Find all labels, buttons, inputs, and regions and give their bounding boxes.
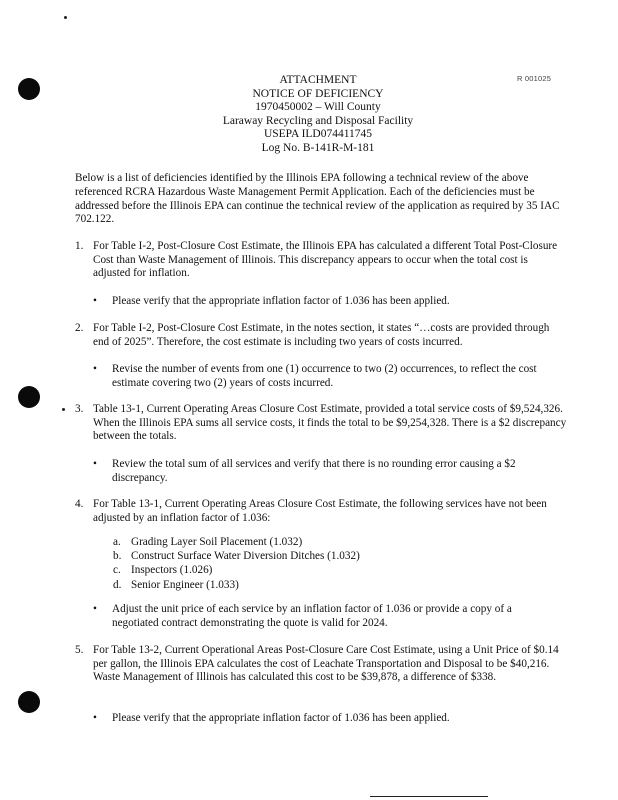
bullet-glyph: • xyxy=(93,295,97,307)
binder-hole xyxy=(18,386,40,408)
bullet-glyph: • xyxy=(93,603,97,615)
item-number: 1. xyxy=(75,240,84,252)
sublist-text: Inspectors (1.026) xyxy=(131,564,213,577)
item-text: For Table I-2, Post-Closure Cost Estimate, the Illinois EPA has calculated a different Total Post-Closure Cost than Waste Management of Illinois. This discrepancy appears to occur when the total cost is adjusted for inflation. xyxy=(93,240,558,280)
sublist-item xyxy=(113,549,360,563)
sublist-text: Construct Surface Water Diversion Ditches (1.032) xyxy=(131,550,360,563)
binder-hole xyxy=(18,691,40,713)
sublist-letter: a. xyxy=(113,536,121,548)
footer-rule xyxy=(370,796,488,797)
sublist-item xyxy=(113,578,360,592)
header-subtitle: NOTICE OF DEFICIENCY xyxy=(252,87,384,100)
item-number: 5. xyxy=(75,644,84,656)
sublist-item xyxy=(113,563,360,577)
sublist-text: Senior Engineer (1.033) xyxy=(131,578,239,591)
service-sublist xyxy=(113,535,360,592)
sublist-letter: b. xyxy=(113,550,122,563)
scan-speck xyxy=(62,408,65,411)
item-text: For Table I-2, Post-Closure Cost Estimate, in the notes section, it states “…costs are provided through end of 2025”. Therefore, the cost estimate is including two years of costs incurred. xyxy=(93,322,550,348)
item-text: Table 13-1, Current Operating Areas Closure Cost Estimate, provided a total service costs of $9,524,326. When the Illinois EPA sums all service costs, it finds the total to be $9,254,328. There is a $2 discrepancy between the totals. xyxy=(93,403,567,443)
bullet-text: Adjust the unit price of each service by an inflation factor of 1.036 or provide a copy of a negotiated contract demonstrating the quote is valid for 2024. xyxy=(112,603,512,629)
item-text: For Table 13-1, Current Operating Areas Closure Cost Estimate, the following services have not been adjusted by an inflation factor of 1.036: xyxy=(93,498,547,524)
header-id: 1970450002 – Will County xyxy=(255,101,381,114)
sublist-letter: c. xyxy=(113,564,121,577)
sublist-item xyxy=(113,535,360,549)
sublist-text: Grading Layer Soil Placement (1.032) xyxy=(131,536,303,548)
sublist-letter: d. xyxy=(113,578,122,591)
scan-speck xyxy=(64,16,67,19)
bullet-text: Please verify that the appropriate inflation factor of 1.036 has been applied. xyxy=(112,712,450,724)
bullet-text: Please verify that the appropriate inflation factor of 1.036 has been applied. xyxy=(112,295,450,307)
item-number: 3. xyxy=(75,403,84,415)
bullet-text: Revise the number of events from one (1) occurrence to two (2) occurrences, to reflect the cost estimate covering two (2) years of costs incurred. xyxy=(112,363,537,389)
item-number: 4. xyxy=(75,498,84,510)
header-usepa: USEPA ILD074411745 xyxy=(263,128,373,141)
bullet-glyph: • xyxy=(93,363,97,375)
header-title: ATTACHMENT xyxy=(279,74,357,86)
bullet-glyph: • xyxy=(93,458,97,470)
item-text: For Table 13-2, Current Operational Areas Post-Closure Care Cost Estimate, using a Unit Price of $0.14 per gallon, the Illinois EPA calculates the cost of Leachate Transportation and Disposal to be $40,216. Waste Management of Illinois has calculated this cost to be $39,878, a difference of $338. xyxy=(93,644,559,684)
header-facility: Laraway Recycling and Disposal Facility xyxy=(222,114,414,127)
intro-paragraph: Below is a list of deficiencies identified by the Illinois EPA following a technical review of the above referenced RCRA Hazardous Waste Management Permit Application. Each of the deficiencies must be addressed before the Illinois EPA can continue the technical review of the application as required by 35 IAC 702.122. xyxy=(75,172,560,226)
bullet-text: Review the total sum of all services and verify that there is no rounding error causing a $2 discrepancy. xyxy=(112,458,516,484)
header-log: Log No. B-141R-M-181 xyxy=(261,141,375,154)
bates-number: R 001025 xyxy=(517,74,552,83)
item-number: 2. xyxy=(75,322,84,334)
bullet-glyph: • xyxy=(93,712,97,724)
document-header xyxy=(0,74,618,156)
